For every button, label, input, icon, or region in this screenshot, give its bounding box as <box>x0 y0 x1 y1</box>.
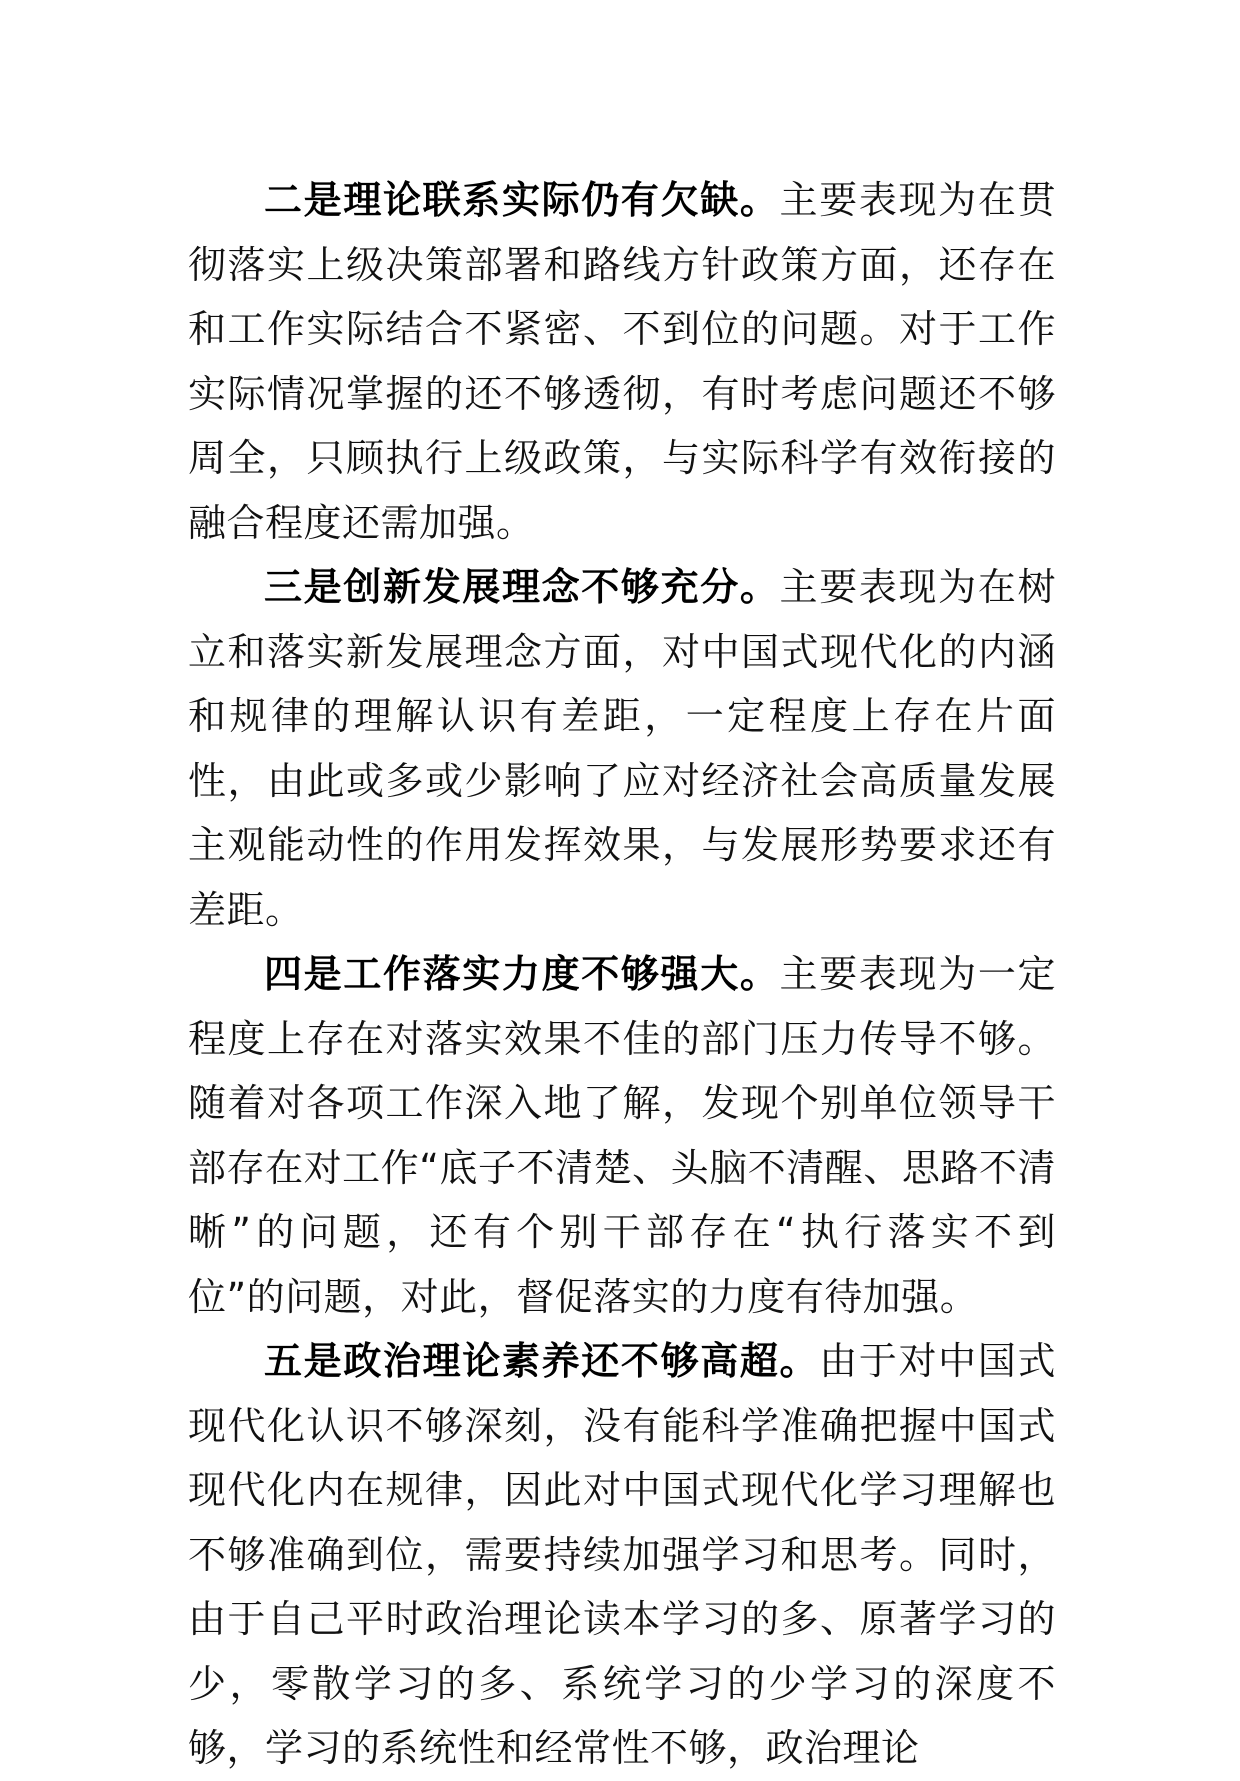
paragraph-body: 由于对中国式现代化认识不够深刻，没有能科学准确把握中国式现代化内在规律，因此对中国式现代化学习理解也不够准确到位，需要持续加强学习和思考。同时，由于自己平时政治理论读本学习的多、原著学习的少，零散学习的多、系统学习的少学习的深度不够，学习的系统性和经常性不够，政治理论 <box>188 1339 1056 1770</box>
paragraph-body: 主要表现为一定程度上存在对落实效果不佳的部门压力传导不够。随着对各项工作深入地了解，发现个别单位领导干部存在对工作“底子不清楚、头脑不清醒、思路不清晰”的问题，还有个别干部存在“执行落实不到位”的问题，对此，督促落实的力度有待加强。 <box>188 952 1056 1319</box>
paragraph-innovation <box>188 555 1056 942</box>
paragraph-implementation <box>188 942 1056 1329</box>
paragraph-political-theory <box>188 1329 1056 1781</box>
paragraph-heading: 四是工作落实力度不够强大。 <box>264 952 780 996</box>
paragraph-heading: 三是创新发展理念不够充分。 <box>264 565 780 609</box>
paragraph-body: 主要表现为在贯彻落实上级决策部署和路线方针政策方面，还存在和工作实际结合不紧密、不到位的问题。对于工作实际情况掌握的还不够透彻，有时考虑问题还不够周全，只顾执行上级政策，与实际科学有效衔接的融合程度还需加强。 <box>188 178 1056 545</box>
paragraph-heading: 五是政治理论素养还不够高超。 <box>264 1339 820 1383</box>
document-page <box>188 168 1056 1781</box>
paragraph-body: 主要表现为在树立和落实新发展理念方面，对中国式现代化的内涵和规律的理解认识有差距，一定程度上存在片面性，由此或多或少影响了应对经济社会高质量发展主观能动性的作用发挥效果，与发展形势要求还有差距。 <box>188 565 1056 932</box>
paragraph-theory-practice <box>188 168 1056 555</box>
paragraph-heading: 二是理论联系实际仍有欠缺。 <box>264 178 780 222</box>
